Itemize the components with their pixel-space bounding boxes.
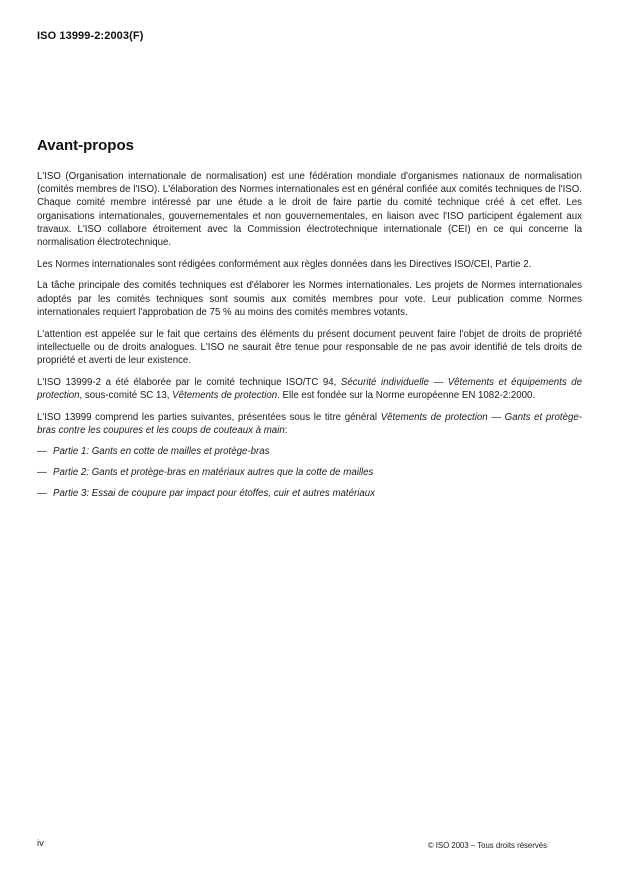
foreword-paragraph-1 [37,170,582,249]
paragraph-text: L'ISO 13999-2 a été élaborée par le comité technique ISO/TC 94, [37,376,341,388]
foreword-paragraph-3 [37,279,582,319]
subcommittee-title-italic: Vêtements de protection [172,389,278,401]
paragraph-text: : [284,424,288,436]
paragraph-text: , sous-comité SC 13, [79,389,173,401]
list-item-part-3 [37,487,582,500]
list-item-text: Partie 1: Gants en cotte de mailles et protège-bras [53,446,270,458]
paragraph-text: . Elle est fondée sur la Norme européenne EN 1082-2:2000. [277,389,536,401]
foreword-paragraph-4 [37,328,582,368]
copyright-notice: © ISO 2003 – Tous droits réservés [427,841,547,850]
foreword-paragraph-5 [37,376,582,402]
paragraph-text: L'ISO 13999 comprend les parties suivantes, présentées sous le titre général [37,411,381,423]
dash-bullet: — [37,467,47,479]
paragraph-text: Les Normes internationales sont rédigées conformément aux règles données dans les Directives ISO/CEI, Partie 2. [37,258,532,270]
parts-list [37,445,582,500]
list-item-text: Partie 3: Essai de coupure par impact pour étoffes, cuir et autres matériaux [53,488,376,500]
document-reference: ISO 13999-2:2003(F) [37,30,144,42]
page-number: iv [37,838,44,849]
paragraph-text: La tâche principale des comités techniques est d'élaborer les Normes internationales. Les projets de Normes internationales adoptés par les comités techniques sont soumis aux comités membres pour vote. Leur publication comme Normes internationales requiert l'approbation de 75 % au moins des comités membres votants. [37,280,582,318]
list-item-part-1 [37,445,582,458]
foreword-paragraph-2 [37,258,582,271]
foreword-paragraph-6 [37,411,582,437]
list-item-part-2 [37,466,582,479]
paragraph-text: L'ISO (Organisation internationale de normalisation) est une fédération mondiale d'organismes nationaux de normalisation (comités membres de l'ISO). L'élaboration des Normes internationales est en général confiée aux comités techniques de l'ISO. Chaque comité membre intéressé par une étude a le droit de faire partie du comité technique créé à cet effet. Les organisations internationales, gouvernementales et non gouvernementales, en liaison avec l'ISO participent également aux travaux. L'ISO collabore étroitement avec la Commission électrotechnique internationale (CEI) en ce qui concerne la normalisation électrotechnique. [37,171,582,249]
dash-bullet: — [37,446,47,458]
paragraph-text: L'attention est appelée sur le fait que certains des éléments du présent document peuvent faire l'objet de droits de propriété intellectuelle ou de droits analogues. L'ISO ne saurait être tenue pour responsable de ne pas avoir identifié de tels droits de propriété et averti de leur existence. [37,328,582,366]
list-item-text: Partie 2: Gants et protège-bras en matériaux autres que la cotte de mailles [53,467,374,479]
committee-title-italic: Sécurité individuelle — Vêtements et équipements de protection [37,376,582,401]
section-title: Avant-propos [37,137,134,154]
foreword-section [37,137,582,508]
series-title-italic: Vêtements de protection — Gants et protège-bras contre les coupures et les coups de couteaux à main [37,411,582,436]
dash-bullet: — [37,488,47,500]
